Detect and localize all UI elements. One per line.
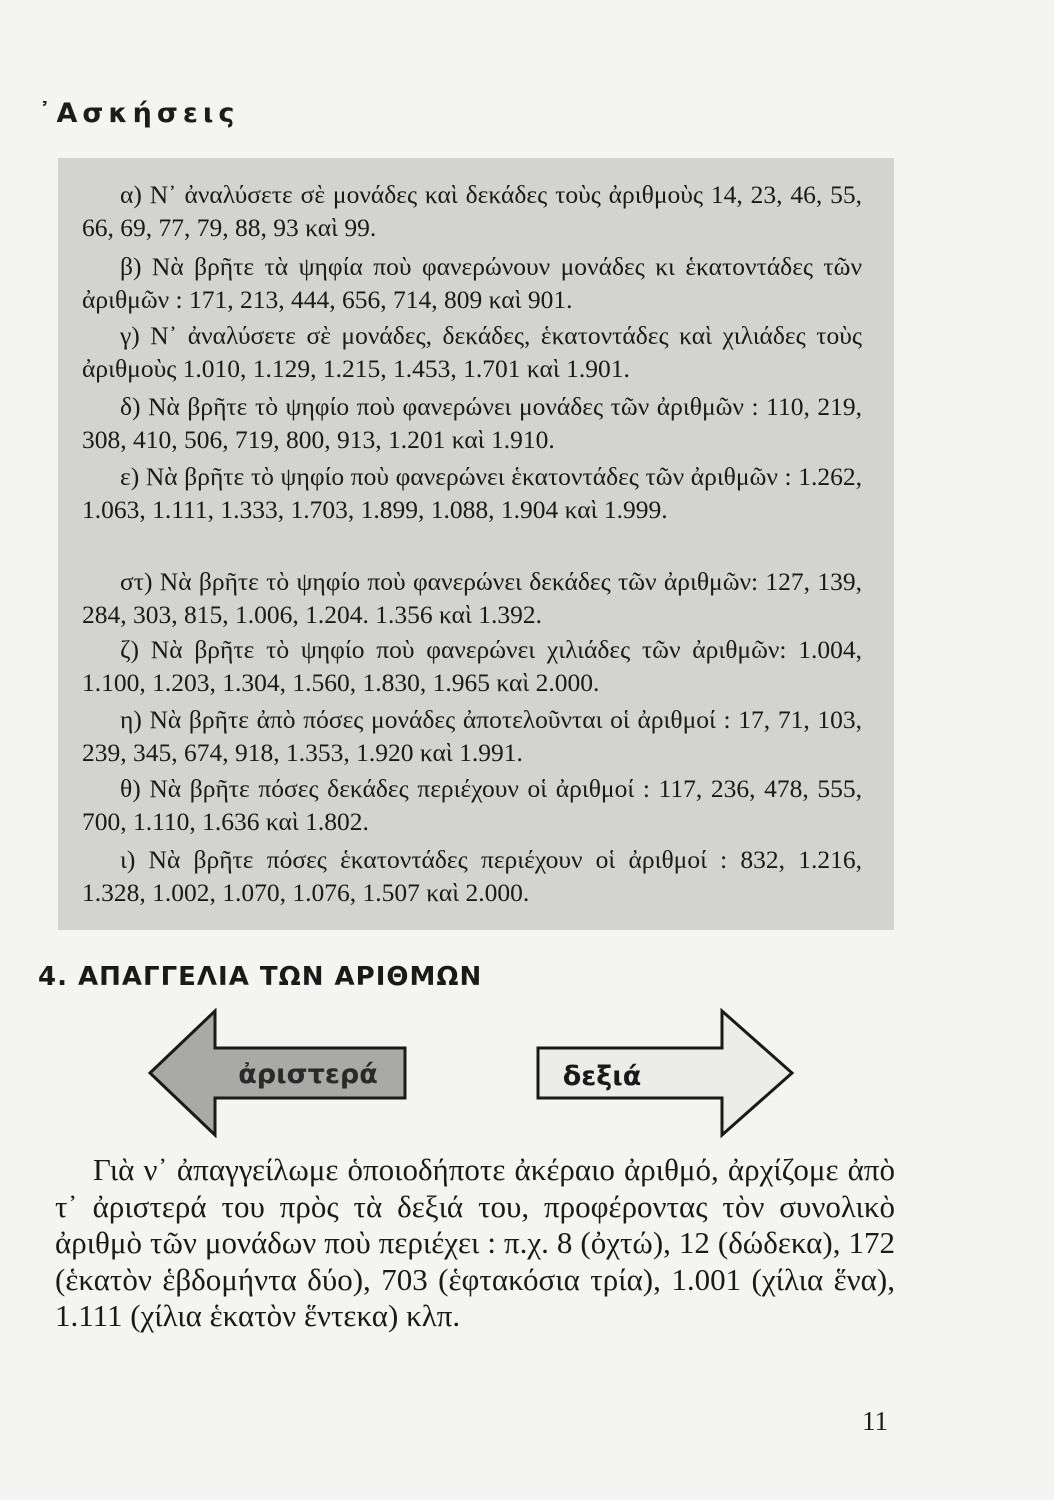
section-heading-exercises: ᾿Ασκήσεις [38,98,240,129]
exercise-st: στ) Νὰ βρῆτε τὸ ψηφίο ποὺ φανερώνει δεκάδες τῶν ἀριθμῶν: 127, 139, 284, 303, 815, 1.006, 1.204. 1.356 καὶ 1.392. [82,567,862,629]
exercise-i: η) Νὰ βρῆτε ἀπὸ πόσες μονάδες ἀποτελοῦνται οἱ ἀριθμοί : 17, 71, 103, 239, 345, 674, 918, 1.353, 1.920 καὶ 1.991. [82,705,862,767]
exercise-e: ε) Νὰ βρῆτε τὸ ψηφίο ποὺ φανερώνει ἑκατοντάδες τῶν ἀριθμῶν : 1.262, 1.063, 1.111, 1.333, 1.703, 1.899, 1.088, 1.904 καὶ 1.999. [82,462,862,524]
exercise-d: δ) Νὰ βρῆτε τὸ ψηφίο ποὺ φανερώνει μονάδες τῶν ἀριθμῶν : 110, 219, 308, 410, 506, 719, 800, 913, 1.201 καὶ 1.910. [82,392,862,454]
section-title: 4. ΑΠΑΓΓΕΛΙΑ ΤΩΝ ΑΡΙΘΜΩΝ [38,962,483,992]
body-paragraph: Γιὰ ν᾿ ἀπαγγείλωμε ὁποιοδήποτε ἀκέραιο ἀριθμό, ἀρχίζομε ἀπὸ τ᾿ ἀριστερά του πρὸς τὰ δεξιά του, προφέροντας τὸν συνολικὸ ἀριθμὸ τῶν μονάδων ποὺ περιέχει : π.χ. 8 (ὀχτώ), 12 (δώδεκα), 172 (ἑκατὸν ἑβδομήντα δύο), 703 (ἑφτακόσια τρία), 1.001 (χίλια ἕνα), 1.111 (χίλια ἑκατὸν ἕντεκα) κλπ. [55,1152,895,1333]
left-arrow-label: ἀριστερά [238,1059,378,1090]
exercise-a: α) Ν᾿ ἀναλύσετε σὲ μονάδες καὶ δεκάδες τοὺς ἀριθμοὺς 14, 23, 46, 55, 66, 69, 77, 79, 88, 93 καὶ 99. [82,180,862,242]
right-arrow-label: δεξιά [562,1061,642,1092]
exercise-c: γ) Ν᾿ ἀναλύσετε σὲ μονάδες, δεκάδες, ἑκατοντάδες καὶ χιλιάδες τοὺς ἀριθμοὺς 1.010, 1.129, 1.215, 1.453, 1.701 καὶ 1.901. [82,321,862,383]
exercise-iota: ι) Νὰ βρῆτε πόσες ἑκατοντάδες περιέχουν οἱ ἀριθμοί : 832, 1.216, 1.328, 1.002, 1.070, 1.076, 1.507 καὶ 2.000. [82,845,862,907]
exercise-z: ζ) Νὰ βρῆτε τὸ ψηφίο ποὺ φανερώνει χιλιάδες τῶν ἀριθμῶν: 1.004, 1.100, 1.203, 1.304, 1.560, 1.830, 1.965 καὶ 2.000. [82,635,862,697]
exercise-th: θ) Νὰ βρῆτε πόσες δεκάδες περιέχουν οἱ ἀριθμοί : 117, 236, 478, 555, 700, 1.110, 1.636 καὶ 1.802. [82,774,862,836]
exercise-b: β) Νὰ βρῆτε τὰ ψηφία ποὺ φανερώνουν μονάδες κι ἑκατοντάδες τῶν ἀριθμῶν : 171, 213, 444, 656, 714, 809 καὶ 901. [82,252,862,314]
direction-arrows [140,1008,820,1138]
page-number: 11 [862,1406,888,1436]
